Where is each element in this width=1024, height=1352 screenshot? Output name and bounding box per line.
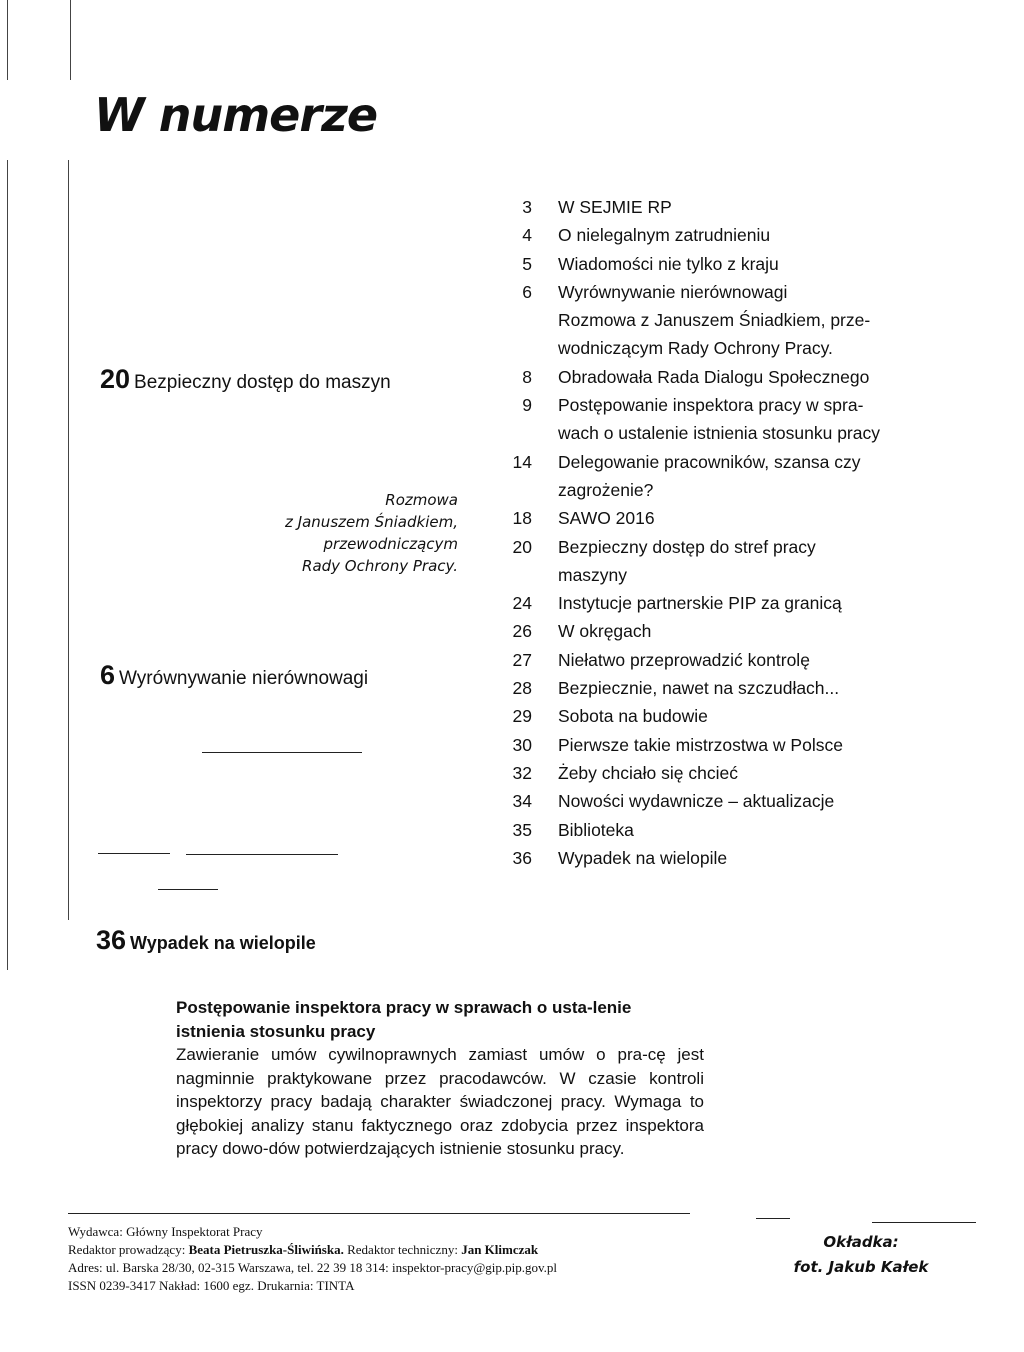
toc-item[interactable] — [494, 193, 1004, 221]
imprint-label: Wydawca: — [68, 1224, 123, 1239]
article-abstract — [176, 996, 704, 1161]
toc-title-line: wach o ustalenie istnienia stosunku pracy — [558, 423, 880, 444]
toc-page-number: 30 — [512, 734, 532, 755]
toc-title — [558, 646, 1004, 674]
toc-title — [558, 844, 1004, 872]
toc-title — [558, 363, 1004, 391]
toc-item[interactable] — [494, 674, 1004, 702]
toc-title-line: W SEJMIE RP — [558, 197, 672, 217]
toc-page-number: 34 — [512, 791, 532, 812]
margin-rule — [7, 160, 8, 970]
imprint-editors-line — [68, 1241, 557, 1259]
toc-title-line: Wypadek na wielopile — [558, 847, 728, 868]
editor-name: Jan Klimczak — [461, 1242, 539, 1257]
feature-title: Wypadek na wielopile — [130, 933, 316, 953]
toc-title-line: Bezpieczny dostęp do stref pracy — [558, 536, 816, 557]
toc-title-line: maszyny — [558, 564, 628, 585]
toc-item[interactable] — [494, 221, 1004, 249]
imprint-text: Główny Inspektorat Pracy — [126, 1224, 263, 1239]
feature-title: Wyrównywanie nierównowagi — [119, 668, 369, 689]
imprint-label: Redaktor prowadzący: — [68, 1242, 186, 1257]
cover-credit — [776, 1230, 946, 1280]
left-border-line — [7, 0, 8, 80]
toc-title — [558, 504, 1004, 532]
toc-page-number: 6 — [522, 281, 532, 302]
toc-title-line: Bezpiecznie, nawet na szczudłach... — [558, 678, 840, 699]
toc-page-number: 36 — [512, 847, 532, 868]
toc-title-line: Delegowanie pracowników, szansa czy — [558, 451, 861, 472]
toc-title-line: Wyrównywanie nierównowagi — [558, 281, 788, 302]
divider-line — [186, 854, 338, 855]
feature-item[interactable] — [96, 925, 316, 956]
toc-title-line: Obradowała Rada Dialogu Społecznego — [558, 366, 870, 387]
toc-item[interactable] — [494, 391, 1004, 448]
toc-item[interactable] — [494, 533, 1004, 590]
toc-item[interactable] — [494, 250, 1004, 278]
cover-label: Okładka: — [823, 1233, 899, 1251]
imprint-publisher-line — [68, 1223, 557, 1241]
toc-item[interactable] — [494, 731, 1004, 759]
toc-title — [558, 731, 1004, 759]
toc-item[interactable] — [494, 787, 1004, 815]
feature-page-number: 20 — [100, 364, 131, 394]
toc-title — [558, 674, 1004, 702]
toc-page-number: 20 — [512, 536, 532, 557]
toc-page-number: 9 — [522, 395, 532, 416]
toc-title-line: Pierwsze takie mistrzostwa w Polsce — [558, 734, 843, 755]
cover-photographer: fot. Jakub Kałek — [793, 1258, 929, 1276]
toc-page-number: 5 — [522, 253, 532, 274]
divider-line — [202, 752, 362, 753]
left-border-line-2 — [70, 0, 71, 80]
toc-title — [558, 250, 1004, 278]
feature-item[interactable] — [100, 364, 391, 395]
feature-item[interactable] — [100, 660, 368, 691]
toc-title — [558, 759, 1004, 787]
toc-title-line: Instytucje partnerskie PIP za granicą — [558, 593, 842, 614]
feature-page-number: 6 — [100, 660, 116, 690]
toc-title — [558, 193, 1004, 221]
toc-item[interactable] — [494, 504, 1004, 532]
toc-title-line: W okręgach — [558, 621, 652, 642]
toc-title — [558, 221, 1004, 249]
toc-title-line: Żeby chciało się chcieć — [558, 762, 738, 783]
toc-title-line: Nowości wydawnicze – aktualizacje — [558, 791, 835, 812]
imprint-issn-line: ISSN 0239-3417 Nakład: 1600 egz. Drukarnia: TINTA — [68, 1278, 355, 1293]
imprint — [68, 1223, 557, 1295]
toc-title — [558, 278, 1004, 363]
toc-title-line: Postępowanie inspektora pracy w spra- — [558, 395, 864, 416]
cover-rule — [872, 1222, 976, 1223]
toc-title — [558, 702, 1004, 730]
editor-name: Beata Pietruszka-Śliwińska. — [188, 1242, 344, 1257]
abstract-body: Zawieranie umów cywilnoprawnych zamiast umów o pra-cę jest nagminnie praktykowane przez pracodawców. W czasie kontroli inspektorzy pracy badają charakter świadczonej pracy. Wymaga to głębokiej analizy stanu faktycznego oraz zdobycia przez inspektora pracy dowo-dów potwierdzających istnienie stosunku pracy. — [176, 1045, 704, 1158]
toc-page-number: 18 — [512, 508, 532, 529]
page-title: W numerze — [94, 88, 378, 142]
toc-item[interactable] — [494, 646, 1004, 674]
divider-line — [756, 1218, 790, 1219]
toc-item[interactable] — [494, 448, 1004, 505]
toc-title — [558, 448, 1004, 505]
toc-page-number: 24 — [512, 593, 532, 614]
toc-title-line: Wiadomości nie tylko z kraju — [558, 253, 779, 274]
feature-page-number: 36 — [96, 925, 127, 955]
toc-item[interactable] — [494, 816, 1004, 844]
toc-item[interactable] — [494, 759, 1004, 787]
toc-title — [558, 589, 1004, 617]
toc-page-number: 4 — [522, 225, 532, 246]
toc-title-line: Niełatwo przeprowadzić kontrolę — [558, 649, 810, 670]
toc-title-line: zagrożenie? — [558, 479, 654, 500]
toc-title — [558, 617, 1004, 645]
toc-title-line: SAWO 2016 — [558, 508, 655, 529]
toc-page-number: 29 — [512, 706, 532, 727]
abstract-title: Postępowanie inspektora pracy w sprawach o usta-lenie istnienia stosunku pracy — [176, 998, 632, 1041]
toc-title-line: wodniczącym Rady Ochrony Pracy. — [558, 338, 833, 359]
toc-title-line: Rozmowa z Januszem Śniadkiem, prze- — [558, 310, 871, 331]
feature-title: Bezpieczny dostęp do maszyn — [134, 372, 391, 393]
toc-item[interactable] — [494, 617, 1004, 645]
caption-line: z Januszem Śniadkiem, — [285, 513, 458, 531]
toc-title-line: Sobota na budowie — [558, 706, 708, 727]
toc-title-line: Biblioteka — [558, 819, 634, 840]
imprint-label: Redaktor techniczny: — [347, 1242, 458, 1257]
toc-title — [558, 816, 1004, 844]
caption-line: Rady Ochrony Pracy. — [302, 557, 458, 575]
toc-title — [558, 787, 1004, 815]
toc-page-number: 32 — [512, 762, 532, 783]
interview-caption — [285, 489, 458, 577]
toc-page-number: 26 — [512, 621, 532, 642]
toc-page-number: 8 — [522, 366, 532, 387]
divider-line — [98, 853, 170, 854]
toc-item[interactable] — [494, 702, 1004, 730]
imprint-address-line: Adres: ul. Barska 28/30, 02-315 Warszawa, tel. 22 39 18 314: inspektor-pracy@gip.pip.gov.pl — [68, 1260, 558, 1275]
toc-page-number: 14 — [512, 451, 532, 472]
toc-page-number: 28 — [512, 678, 532, 699]
divider-line — [158, 889, 218, 890]
toc-page-number: 27 — [512, 649, 532, 670]
caption-line: przewodniczącym — [323, 535, 458, 553]
toc-page-number: 3 — [522, 197, 532, 217]
toc-item[interactable] — [494, 363, 1004, 391]
table-of-contents — [494, 193, 1004, 872]
toc-item[interactable] — [494, 844, 1004, 872]
toc-title-line: O nielegalnym zatrudnieniu — [558, 225, 771, 246]
toc-page-number: 35 — [512, 819, 532, 840]
caption-line: Rozmowa — [385, 491, 458, 509]
toc-item[interactable] — [494, 278, 1004, 363]
toc-item[interactable] — [494, 589, 1004, 617]
margin-rule-2 — [68, 160, 69, 920]
toc-title — [558, 533, 1004, 590]
toc-title — [558, 391, 1004, 448]
imprint-rule — [68, 1213, 690, 1214]
